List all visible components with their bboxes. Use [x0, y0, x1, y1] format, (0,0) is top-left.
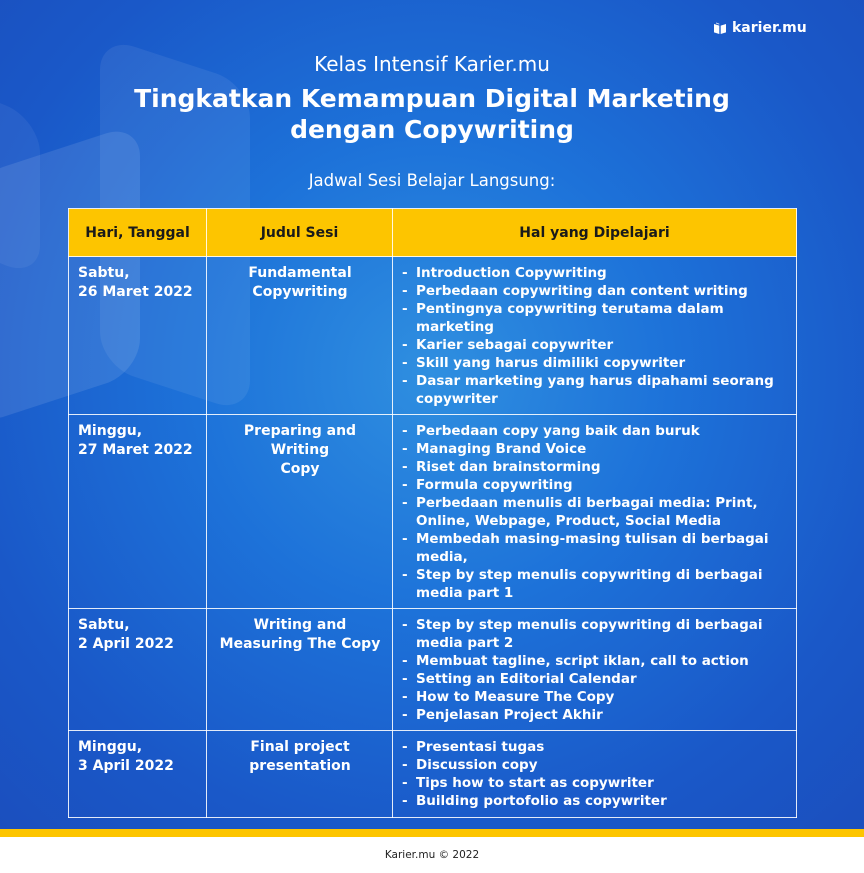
dash-bullet: - — [402, 423, 408, 439]
topic-text: Step by step menulis copywriting di berbagai media part 2 — [416, 617, 763, 651]
topic-item — [402, 422, 788, 440]
topic-item — [402, 336, 788, 354]
topic-item — [402, 458, 788, 476]
topic-item — [402, 282, 788, 300]
dash-bullet: - — [402, 775, 408, 791]
topic-text: Riset dan brainstorming — [416, 459, 601, 475]
topics-cell — [393, 415, 797, 609]
column-header-date: Hari, Tanggal — [69, 209, 207, 257]
session-title-text: presentation — [249, 758, 351, 774]
topic-text: Setting an Editorial Calendar — [416, 671, 637, 687]
topic-text: Membedah masing-masing tulisan di berbagai media, — [416, 531, 769, 565]
topic-text: Formula copywriting — [416, 477, 573, 493]
date-cell — [69, 257, 207, 415]
dash-bullet: - — [402, 689, 408, 705]
topic-item — [402, 652, 788, 670]
page-subtitle: Kelas Intensif Karier.mu — [314, 52, 550, 76]
session-title-cell — [207, 257, 393, 415]
topic-text: Dasar marketing yang harus dipahami seorang copywriter — [416, 373, 774, 407]
dash-bullet: - — [402, 265, 408, 281]
table-header-row — [69, 209, 797, 257]
topic-item — [402, 264, 788, 282]
topic-item — [402, 372, 788, 408]
topic-item — [402, 738, 788, 756]
date-text: 3 April 2022 — [78, 758, 174, 774]
topic-text: Building portofolio as copywriter — [416, 793, 667, 809]
schedule-heading: Jadwal Sesi Belajar Langsung: — [308, 171, 556, 190]
topic-text: Step by step menulis copywriting di berbagai media part 1 — [416, 567, 763, 601]
topic-text: Penjelasan Project Akhir — [416, 707, 603, 723]
topics-cell — [393, 731, 797, 818]
dash-bullet: - — [402, 337, 408, 353]
dash-bullet: - — [402, 567, 408, 583]
session-title-text: Writing and — [253, 617, 347, 633]
topic-item — [402, 706, 788, 724]
date-cell — [69, 731, 207, 818]
session-title-cell — [207, 609, 393, 731]
dash-bullet: - — [402, 495, 408, 511]
date-text: 26 Maret 2022 — [78, 284, 193, 300]
copyright-text: Karier.mu © 2022 — [384, 849, 480, 861]
topic-item — [402, 300, 788, 336]
dash-bullet: - — [402, 441, 408, 457]
session-title-cell — [207, 415, 393, 609]
session-title-text: Fundamental — [248, 265, 352, 281]
topic-list — [402, 738, 788, 810]
topic-text: Introduction Copywriting — [416, 265, 607, 281]
topic-item — [402, 774, 788, 792]
topic-text: Tips how to start as copywriter — [416, 775, 654, 791]
topic-item — [402, 530, 788, 566]
accent-stripe — [0, 829, 864, 837]
dash-bullet: - — [402, 707, 408, 723]
topic-list — [402, 616, 788, 724]
table-row — [69, 415, 797, 609]
topic-item — [402, 354, 788, 372]
title-line: Tingkatkan Kemampuan Digital Marketing — [134, 84, 730, 113]
topic-item — [402, 792, 788, 810]
dash-bullet: - — [402, 301, 408, 317]
topic-text: Perbedaan copywriting dan content writing — [416, 283, 748, 299]
dash-bullet: - — [402, 477, 408, 493]
topic-item — [402, 476, 788, 494]
topic-text: Managing Brand Voice — [416, 441, 587, 457]
topic-text: Membuat tagline, script iklan, call to action — [416, 653, 749, 669]
dash-bullet: - — [402, 283, 408, 299]
date-cell — [69, 415, 207, 609]
topic-list — [402, 422, 788, 602]
day-text: Sabtu, — [78, 617, 130, 633]
day-text: Sabtu, — [78, 265, 130, 281]
topic-text: Pentingnya copywriting terutama dalam marketing — [416, 301, 724, 335]
session-title-text: Final project — [250, 739, 350, 755]
session-title-text: Measuring The Copy — [219, 636, 381, 652]
topic-text: Perbedaan menulis di berbagai media: Print, Online, Webpage, Product, Social Media — [416, 495, 758, 529]
topic-item — [402, 756, 788, 774]
column-header-topics: Hal yang Dipelajari — [393, 209, 797, 257]
brand-logo — [713, 19, 807, 37]
dash-bullet: - — [402, 355, 408, 371]
book-icon — [713, 22, 727, 35]
dash-bullet: - — [402, 653, 408, 669]
title-line: dengan Copywriting — [290, 115, 574, 144]
topic-text: Perbedaan copy yang baik dan buruk — [416, 423, 700, 439]
table-row — [69, 257, 797, 415]
session-title-cell — [207, 731, 393, 818]
date-cell — [69, 609, 207, 731]
topic-item — [402, 688, 788, 706]
topics-cell — [393, 609, 797, 731]
topic-item — [402, 616, 788, 652]
session-title-text: Copywriting — [252, 284, 348, 300]
dash-bullet: - — [402, 793, 408, 809]
footer — [0, 837, 864, 864]
dash-bullet: - — [402, 757, 408, 773]
date-text: 2 April 2022 — [78, 636, 174, 652]
topic-text: Discussion copy — [416, 757, 538, 773]
dash-bullet: - — [402, 373, 408, 389]
topic-text: Karier sebagai copywriter — [416, 337, 614, 353]
dash-bullet: - — [402, 739, 408, 755]
schedule-table — [68, 208, 797, 818]
dash-bullet: - — [402, 459, 408, 475]
day-text: Minggu, — [78, 423, 143, 439]
dash-bullet: - — [402, 531, 408, 547]
session-title-text: Preparing and Writing — [243, 423, 357, 458]
table-row — [69, 731, 797, 818]
dash-bullet: - — [402, 671, 408, 687]
topic-item — [402, 566, 788, 602]
topic-text: Skill yang harus dimiliki copywriter — [416, 355, 686, 371]
page-title — [0, 83, 864, 145]
logo-text: karier.mu — [732, 20, 807, 36]
table-row — [69, 609, 797, 731]
topic-list — [402, 264, 788, 408]
dash-bullet: - — [402, 617, 408, 633]
date-text: 27 Maret 2022 — [78, 442, 193, 458]
topic-item — [402, 440, 788, 458]
session-title-text: Copy — [280, 461, 320, 477]
topic-text: How to Measure The Copy — [416, 689, 615, 705]
topic-text: Presentasi tugas — [416, 739, 545, 755]
topic-item — [402, 494, 788, 530]
column-header-session-title: Judul Sesi — [207, 209, 393, 257]
topics-cell — [393, 257, 797, 415]
day-text: Minggu, — [78, 739, 143, 755]
topic-item — [402, 670, 788, 688]
